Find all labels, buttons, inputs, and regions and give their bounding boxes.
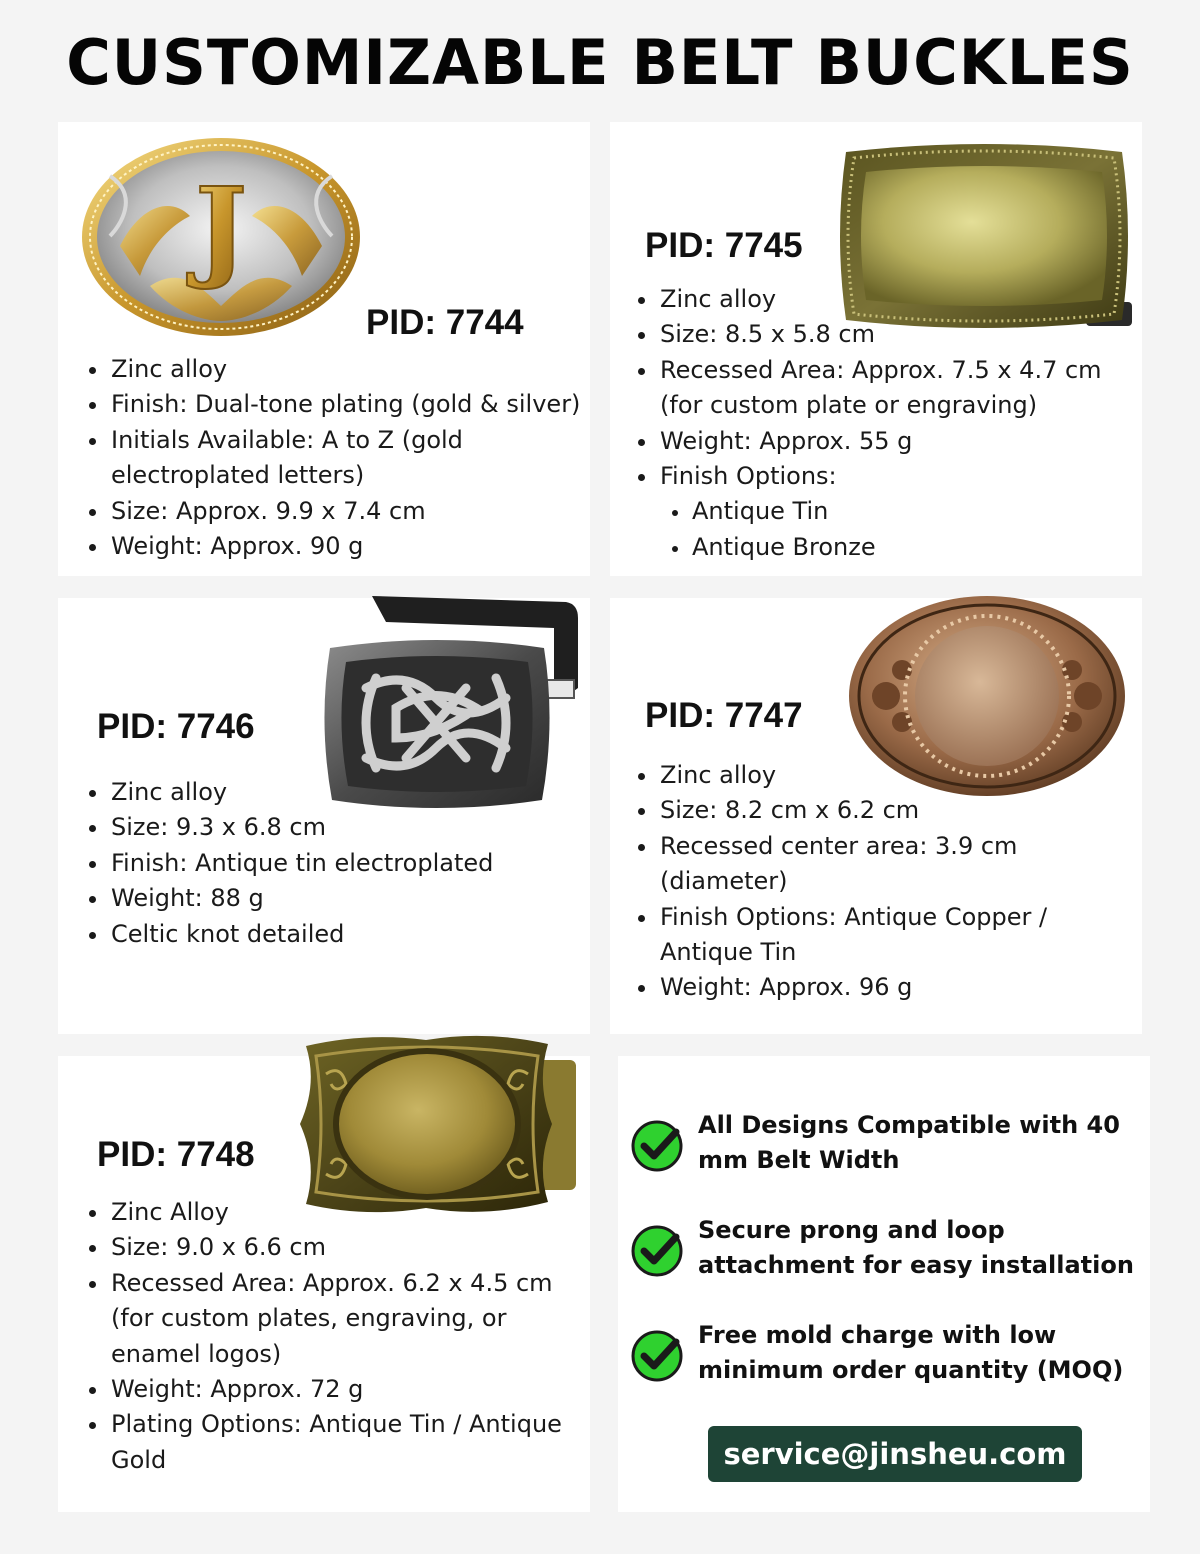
page-title: CUSTOMIZABLE BELT BUCKLES — [66, 26, 1134, 99]
feature-line: attachment for easy installation — [698, 1251, 1134, 1279]
spec-item: Celtic knot detailed — [89, 917, 589, 952]
feature-belt-width — [630, 1108, 1130, 1180]
spec-item: Zinc alloy — [89, 775, 589, 810]
spec-item: Finish Options: — [638, 459, 1138, 494]
spec-item: Zinc alloy — [89, 352, 589, 387]
spec-item: Recessed Area: Approx. 6.2 x 4.5 cm — [89, 1266, 589, 1301]
product-specs-7744 — [89, 352, 589, 564]
check-circle-icon — [630, 1328, 686, 1384]
feature-prong-loop — [630, 1213, 1134, 1285]
spec-item: Recessed Area: Approx. 7.5 x 4.7 cm — [638, 353, 1138, 388]
spec-item: Weight: Approx. 96 g — [638, 970, 1138, 1005]
product-pid-7746: PID: 7746 — [97, 707, 255, 746]
product-pid-7748: PID: 7748 — [97, 1135, 255, 1174]
spec-item: Size: 8.5 x 5.8 cm — [638, 317, 1138, 352]
product-specs-7745 — [638, 282, 1138, 565]
spec-item: Zinc alloy — [638, 282, 1138, 317]
product-specs-7747 — [638, 758, 1138, 1006]
spec-item-continuation: (for custom plate or engraving) — [660, 391, 1038, 420]
spec-item: Weight: Approx. 72 g — [89, 1372, 589, 1407]
product-pid-7747: PID: 7747 — [645, 696, 803, 735]
spec-item: Size: 9.0 x 6.6 cm — [89, 1230, 589, 1265]
feature-free-mold — [630, 1318, 1130, 1390]
product-specs-7748 — [89, 1195, 589, 1478]
contact-email[interactable]: service@jinsheu.com — [708, 1426, 1082, 1482]
spec-item: Weight: 88 g — [89, 881, 589, 916]
spec-item: Weight: Approx. 90 g — [89, 529, 589, 564]
spec-item: Finish: Dual-tone plating (gold & silver) — [89, 387, 589, 422]
spec-item-continuation: Gold — [111, 1445, 167, 1474]
spec-item: Initials Available: A to Z (gold — [89, 423, 589, 458]
feature-line: mm Belt Width — [698, 1146, 900, 1174]
spec-item-continuation: enamel logos) — [111, 1339, 282, 1368]
feature-line: All Designs Compatible with 40 — [698, 1111, 1120, 1139]
buckle-7744-image — [80, 136, 362, 338]
spec-item: Zinc alloy — [638, 758, 1138, 793]
feature-line: minimum order quantity (MOQ) — [698, 1356, 1124, 1384]
spec-item-continuation: electroplated letters) — [111, 461, 365, 490]
spec-item-continuation: (diameter) — [660, 867, 788, 896]
check-circle-icon — [630, 1118, 686, 1174]
spec-item: Size: 9.3 x 6.8 cm — [89, 810, 589, 845]
feature-line: Free mold charge with low — [698, 1321, 1057, 1349]
check-circle-icon — [630, 1223, 686, 1279]
spec-item: Finish Options: Antique Copper / — [638, 900, 1138, 935]
product-pid-7745: PID: 7745 — [645, 226, 803, 265]
feature-line: Secure prong and loop — [698, 1216, 1005, 1244]
spec-item: Zinc Alloy — [89, 1195, 589, 1230]
spec-item: Weight: Approx. 55 g — [638, 424, 1138, 459]
spec-item: Finish: Antique tin electroplated — [89, 846, 589, 881]
product-pid-7744: PID: 7744 — [366, 303, 524, 342]
product-specs-7746 — [89, 775, 589, 952]
spec-item: Size: 8.2 cm x 6.2 cm — [638, 793, 1138, 828]
spec-item-continuation: Antique Tin — [660, 938, 797, 967]
spec-subitem: Antique Tin — [638, 494, 1138, 529]
spec-item: Recessed center area: 3.9 cm — [638, 829, 1138, 864]
buckle-7748-image — [286, 1024, 580, 1222]
spec-item: Plating Options: Antique Tin / Antique — [89, 1407, 589, 1442]
spec-item: Size: Approx. 9.9 x 7.4 cm — [89, 494, 589, 529]
spec-subitem: Antique Bronze — [638, 530, 1138, 565]
svg-text:J: J — [194, 163, 248, 292]
spec-item-continuation: (for custom plates, engraving, or — [111, 1304, 507, 1333]
